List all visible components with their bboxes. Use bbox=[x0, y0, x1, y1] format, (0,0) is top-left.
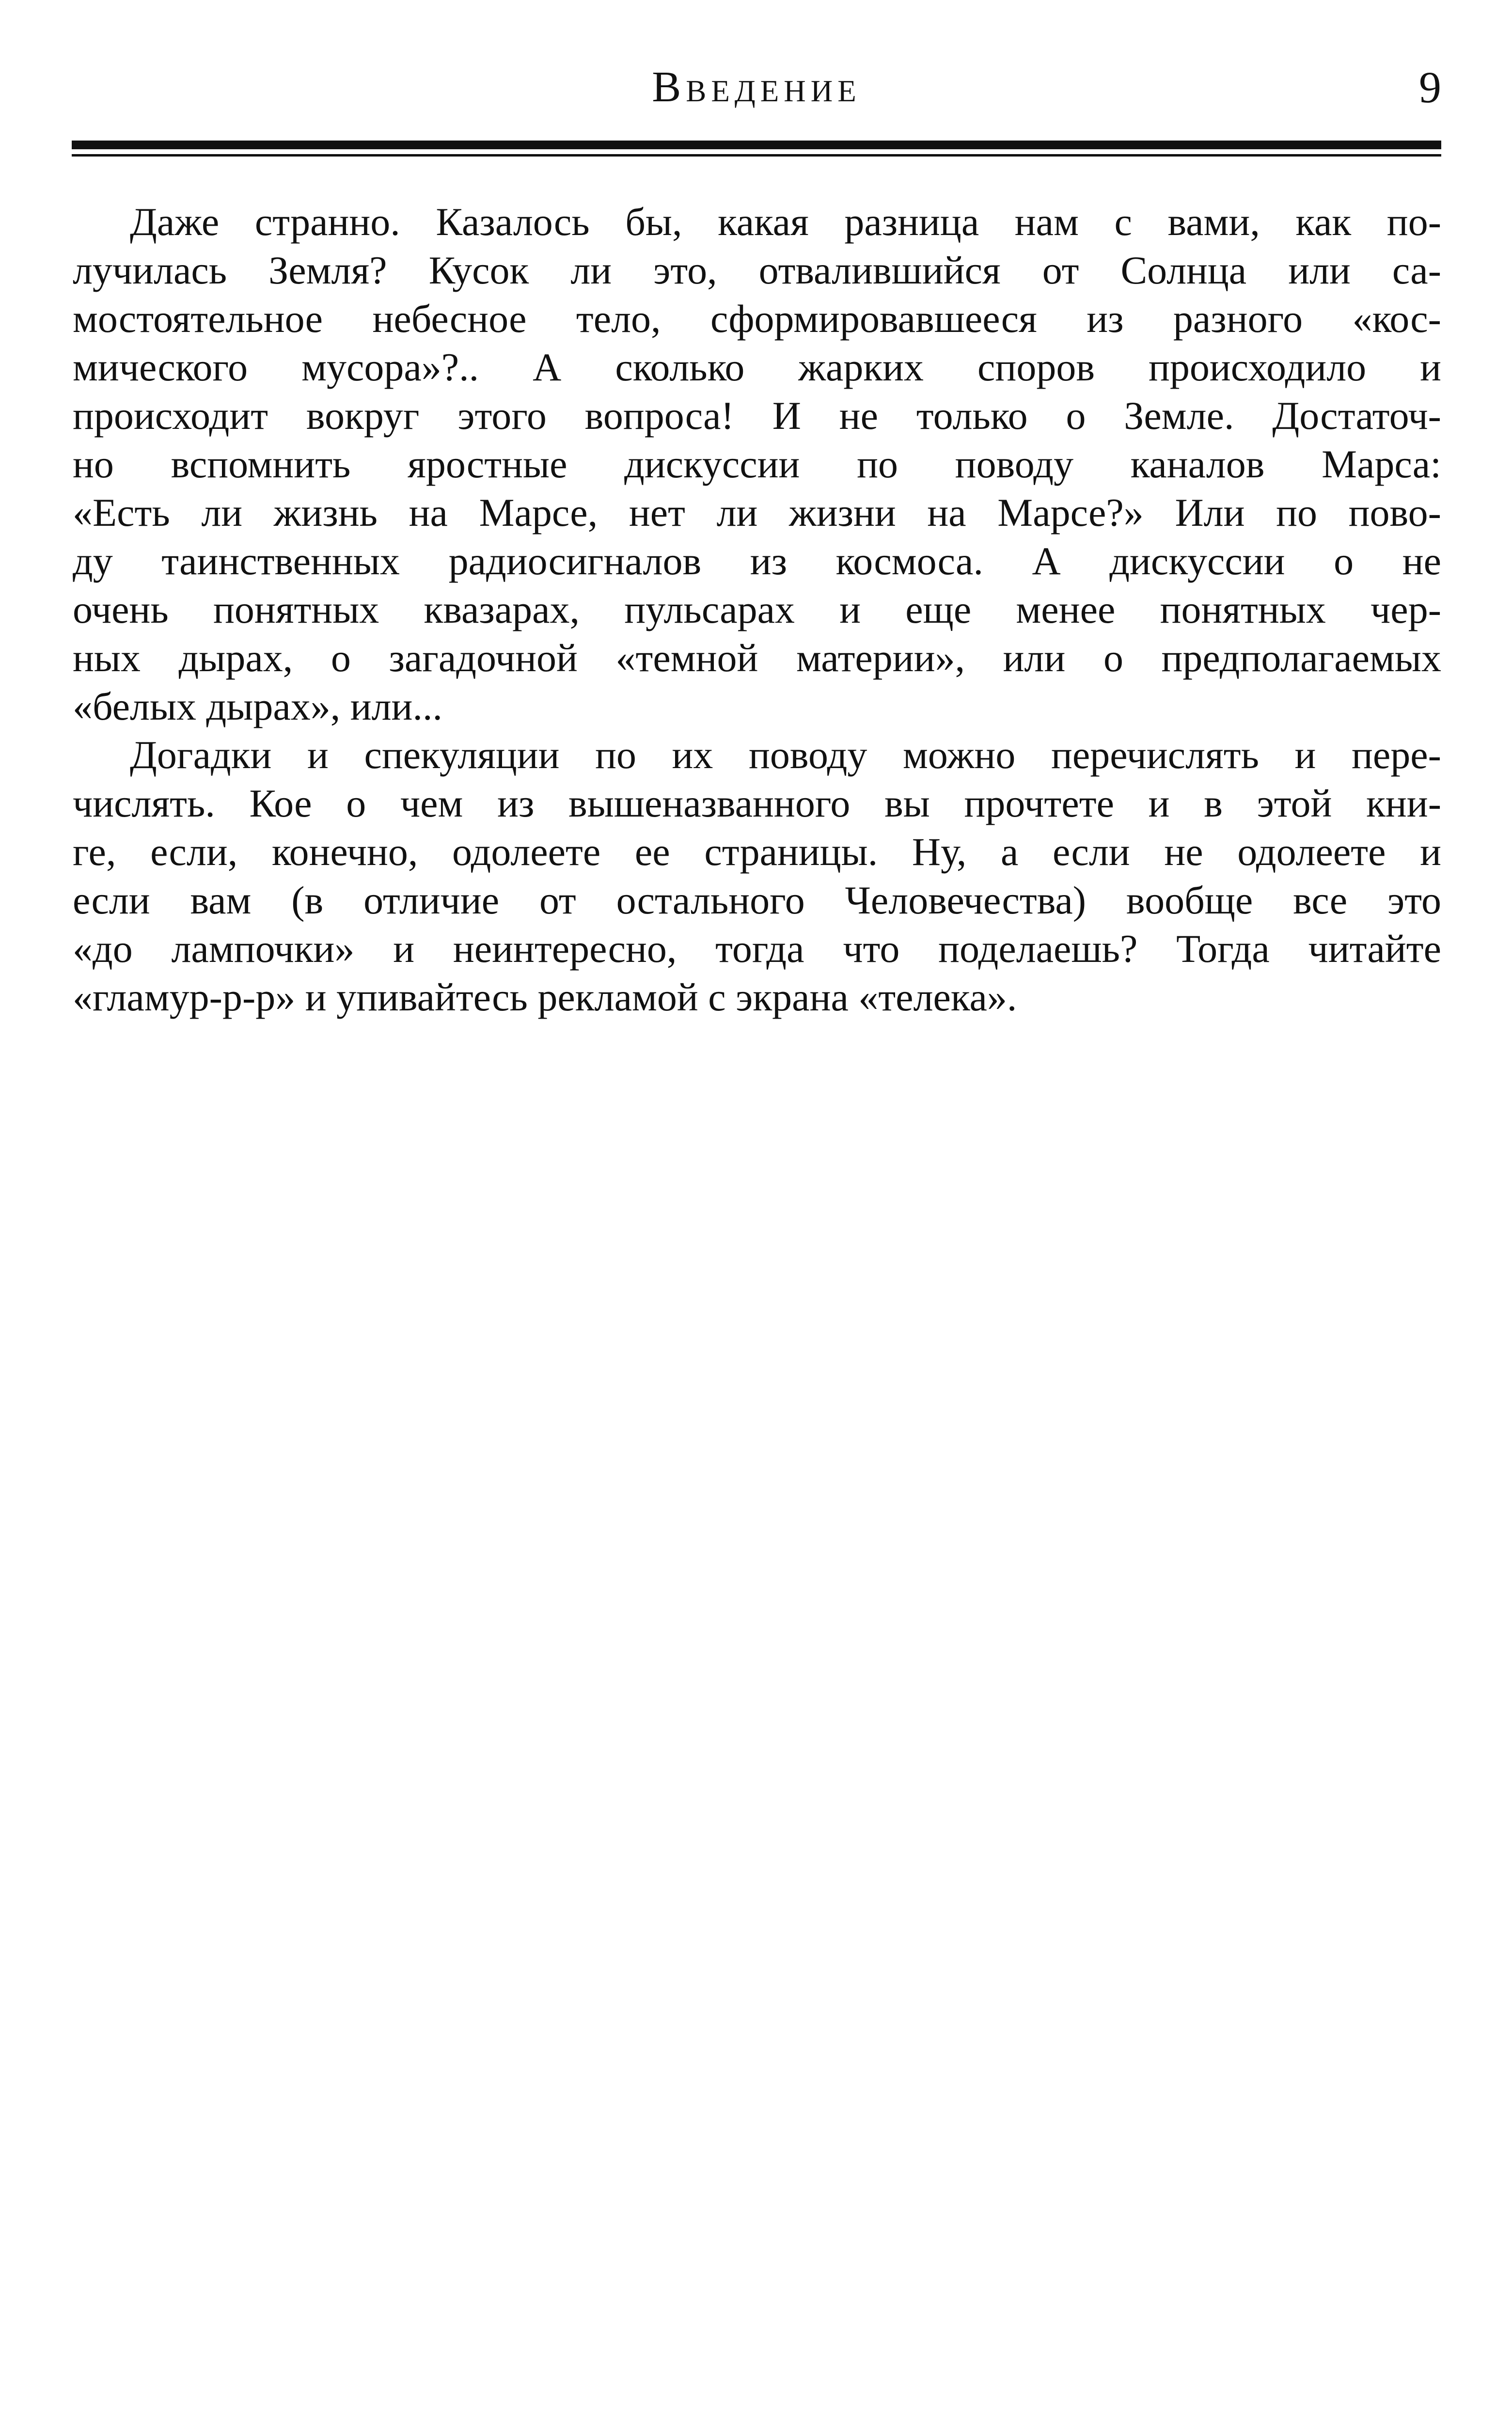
text-line: очень понятных квазарах, пульсарах и еще менее понятных чер- bbox=[73, 587, 1441, 631]
text-line: «Есть ли жизнь на Марсе, нет ли жизни на Марсе?» Или по пово- bbox=[73, 490, 1441, 535]
text-line: ду таинственных радиосигналов из космоса. А дискуссии о не bbox=[73, 539, 1441, 583]
body-text bbox=[73, 198, 1441, 1022]
text-line: мического мусора»?.. А сколько жарких споров происходило и bbox=[73, 345, 1441, 389]
text-line: Даже странно. Казалось бы, какая разница нам с вами, как по- bbox=[130, 200, 1441, 244]
text-line: мостоятельное небесное тело, сформировавшееся из разного «кос- bbox=[73, 297, 1441, 341]
text-line: происходит вокруг этого вопроса! И не только о Земле. Достаточ- bbox=[73, 393, 1441, 438]
paragraph-2 bbox=[73, 731, 1441, 1022]
paragraph-1 bbox=[73, 198, 1441, 731]
text-line: если вам (в отличие от остального Человечества) вообще все это bbox=[73, 878, 1441, 922]
text-line: ных дырах, о загадочной «темной материи», или о предполагаемых bbox=[73, 636, 1441, 680]
text-line: лучилась Земля? Кусок ли это, отвалившийся от Солнца или са- bbox=[73, 248, 1441, 292]
header-rule-thick bbox=[72, 141, 1441, 149]
chapter-title: Введение bbox=[652, 63, 861, 111]
text-line: «гламур-р-р» и упивайтесь рекламой с экрана «телека». bbox=[73, 975, 1017, 1019]
text-line: «белых дырах», или... bbox=[73, 684, 442, 728]
text-line: числять. Кое о чем из вышеназванного вы прочтете и в этой кни- bbox=[73, 781, 1441, 825]
header-rule-thin bbox=[72, 154, 1441, 157]
text-line: но вспомнить яростные дискуссии по поводу каналов Марса: bbox=[73, 442, 1441, 486]
running-header bbox=[72, 58, 1441, 116]
text-line: ге, если, конечно, одолеете ее страницы. Ну, а если не одолеете и bbox=[73, 830, 1441, 874]
text-line: «до лампочки» и неинтересно, тогда что поделаешь? Тогда читайте bbox=[73, 927, 1441, 971]
text-line: Догадки и спекуляции по их поводу можно перечислять и пере- bbox=[130, 733, 1441, 777]
page-number: 9 bbox=[1419, 63, 1441, 112]
